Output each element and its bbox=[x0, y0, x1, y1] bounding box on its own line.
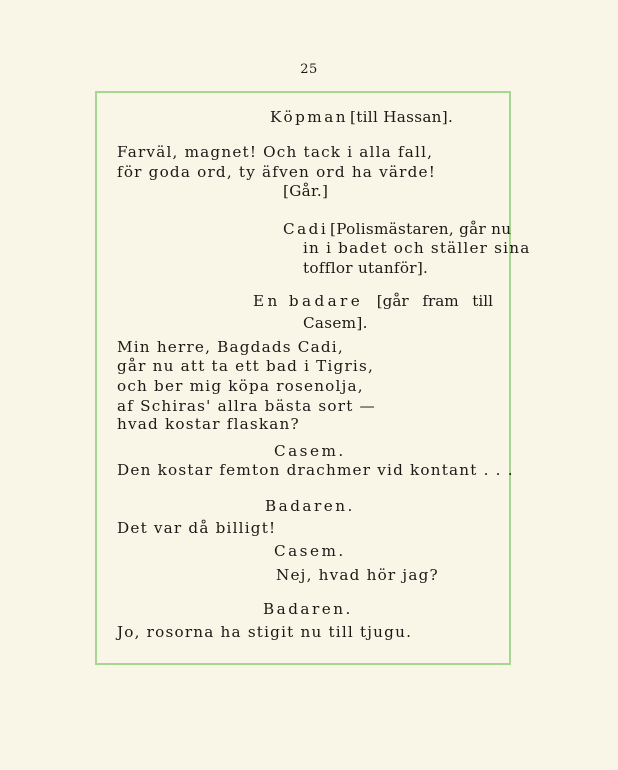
speaker-name: Cadi bbox=[283, 220, 329, 238]
stage-direction: in i badet och ställer sina bbox=[303, 239, 531, 257]
verse-line: och ber mig köpa rosenolja, bbox=[117, 377, 364, 395]
verse-line: Farväl, magnet! Och tack i alla fall, bbox=[117, 143, 434, 161]
speaker-heading-badare bbox=[253, 291, 493, 311]
verse-line: hvad kostar flaskan? bbox=[117, 415, 300, 433]
stage-direction-word: [går bbox=[376, 292, 409, 310]
verse-line: Min herre, Bagdads Cadi, bbox=[117, 338, 344, 356]
speaker-name: Badaren. bbox=[265, 497, 355, 515]
verse-line: Nej, hvad hör jag? bbox=[276, 566, 439, 584]
verse-line: af Schiras' allra bästa sort — bbox=[117, 397, 376, 415]
verse-line: Den kostar femton drachmer vid kontant . . . bbox=[117, 461, 514, 479]
stage-direction: [till Hassan]. bbox=[350, 108, 454, 126]
verse-line: Det var då billigt! bbox=[117, 519, 277, 537]
stage-direction-word: fram bbox=[422, 292, 459, 310]
stage-direction-word: till bbox=[472, 292, 493, 310]
verse-line: Jo, rosorna ha stigit nu till tjugu. bbox=[117, 623, 413, 641]
speaker-name: Badaren. bbox=[263, 600, 353, 618]
page-number: 25 bbox=[300, 62, 318, 77]
stage-direction: tofflor utanför]. bbox=[303, 259, 429, 277]
speaker-name: En badare bbox=[253, 292, 364, 310]
stage-direction: Casem]. bbox=[303, 314, 368, 332]
verse-line: för goda ord, ty äfven ord ha värde! bbox=[117, 163, 436, 181]
stage-direction: [Går.] bbox=[283, 182, 329, 200]
stage-direction: [Polismästaren, går nu bbox=[330, 220, 512, 238]
speaker-name: Casem. bbox=[274, 442, 346, 460]
speaker-name: Köpman bbox=[270, 108, 349, 126]
verse-line: går nu att ta ett bad i Tigris, bbox=[117, 357, 375, 375]
speaker-name: Casem. bbox=[274, 542, 346, 560]
